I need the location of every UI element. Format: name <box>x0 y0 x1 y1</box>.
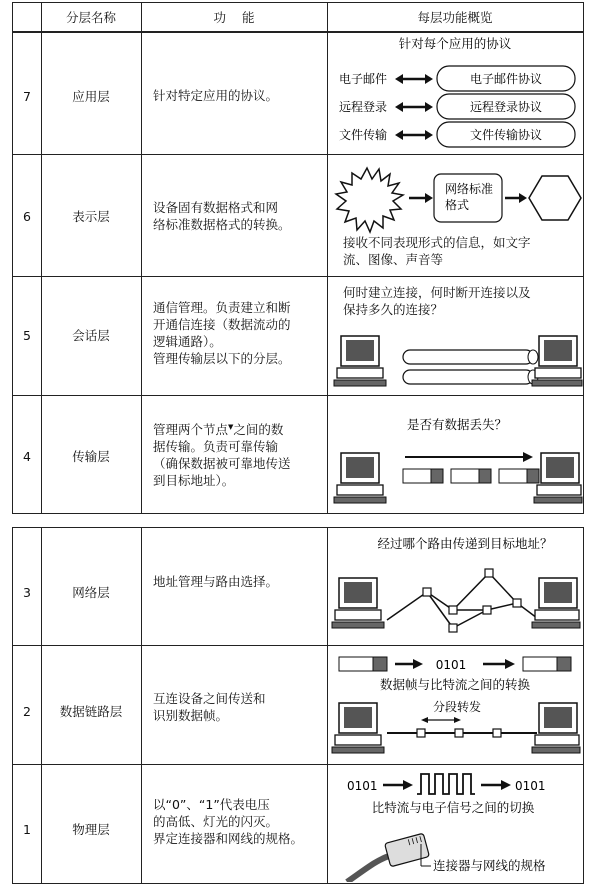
computer-icon <box>332 703 384 753</box>
layer-number: 2 <box>23 704 31 719</box>
layer-name: 网络层 <box>72 585 110 600</box>
bitstream-right: 0101 <box>515 779 546 793</box>
svg-text:文件传输: 文件传输 <box>339 128 388 142</box>
app-row-file-transfer <box>339 122 575 147</box>
computer-icon <box>532 578 580 628</box>
computer-icon <box>334 453 386 503</box>
starburst-shape <box>336 168 403 232</box>
application-protocol-diagram <box>327 31 583 154</box>
computer-icon <box>534 453 582 503</box>
square-wave <box>417 774 475 794</box>
bitstream-left: 0101 <box>347 779 378 793</box>
app-row-email <box>339 66 575 91</box>
layer-name: 传输层 <box>72 449 110 464</box>
transport-diagram <box>327 395 583 513</box>
layer-name: 物理层 <box>72 822 110 837</box>
layer-function: 地址管理与路由选择。 <box>153 574 279 589</box>
app-row-remote-login <box>339 94 575 119</box>
hexagon-shape <box>529 176 581 220</box>
layer-function: 通信管理。负责建立和断 开通信连接（数据流动的 逻辑通路）。 管理传输层以下的分层。 <box>153 300 291 366</box>
header-layer-name: 分层名称 <box>65 10 116 25</box>
layer-number: 1 <box>23 822 31 837</box>
segment-forward-label: 分段转发 <box>433 700 482 714</box>
computer-icon <box>334 336 386 386</box>
presentation-caption: 接收不同表现形式的信息，如文字 流、图像、声音等 <box>343 235 531 267</box>
layer-number: 7 <box>23 89 31 104</box>
network-routing-diagram <box>327 528 583 645</box>
svg-text:文件传输协议: 文件传输协议 <box>469 128 543 142</box>
data-packet <box>451 469 491 483</box>
physical-caption: 比特流与电子信号之间的切换 <box>371 800 535 815</box>
layer-name: 应用层 <box>72 89 110 104</box>
svg-text:网络标准格式: 网络标准格式 <box>445 182 494 212</box>
datalink-frame-diagram <box>327 645 583 764</box>
session-caption: 何时建立连接，何时断开连接以及 保持多久的连接？ <box>343 285 531 317</box>
osi-table-upper <box>12 2 584 514</box>
layer-function: 针对特定应用的协议。 <box>153 88 279 103</box>
data-frame <box>523 657 571 671</box>
layer-function: 设备固有数据格式和网 络标准数据格式的转换。 <box>153 200 291 232</box>
data-packet <box>403 469 443 483</box>
app-diagram-title: 针对每个应用的协议 <box>398 36 512 51</box>
svg-text:电子邮件协议: 电子邮件协议 <box>469 72 543 86</box>
layer-name: 会话层 <box>72 328 110 343</box>
layer-name: 表示层 <box>72 209 110 224</box>
datalink-caption: 数据帧与比特流之间的转换 <box>379 677 531 692</box>
computer-icon <box>332 578 384 628</box>
layer-number: 3 <box>23 585 31 600</box>
osi-table-lower <box>12 527 584 884</box>
transport-caption: 是否有数据丢失？ <box>406 417 508 432</box>
footnote-mark: ▼ <box>228 423 234 431</box>
header-overview: 每层功能概览 <box>417 10 493 25</box>
layer-function: 管理两个节点▼之间的数 据传输。负责可靠传输 （确保数据被可靠地传送 到目标地址）。 <box>153 422 291 489</box>
svg-text:远程登录: 远程登录 <box>339 100 388 114</box>
router-nodes <box>423 569 521 632</box>
layer-name: 数据链路层 <box>59 704 123 719</box>
network-caption: 经过哪个路由传递到目标地址？ <box>377 536 553 551</box>
svg-text:电子邮件: 电子邮件 <box>339 72 388 86</box>
svg-text:远程登录协议: 远程登录协议 <box>469 100 543 114</box>
data-packet <box>499 469 539 483</box>
physical-signal-diagram <box>327 764 583 882</box>
layer-function: 以“0”、“1”代表电压 的高低、灯光的闪灭。 界定连接器和网线的规格。 <box>153 797 304 846</box>
computer-icon <box>532 703 580 753</box>
layer-number: 5 <box>23 328 31 343</box>
computer-icon <box>532 336 582 386</box>
connector-caption: 连接器与网线的规格 <box>433 858 546 873</box>
layer-number: 4 <box>23 449 31 464</box>
pipe-shape <box>403 350 538 384</box>
header-function: 功 能 <box>213 10 255 25</box>
connector-icon <box>347 833 429 882</box>
layer-function: 互连设备之间传送和 识别数据帧。 <box>153 691 266 723</box>
session-connection-diagram <box>327 276 583 395</box>
bitstream-label: 0101 <box>435 658 467 672</box>
data-frame <box>339 657 387 671</box>
layer-number: 6 <box>23 209 31 224</box>
